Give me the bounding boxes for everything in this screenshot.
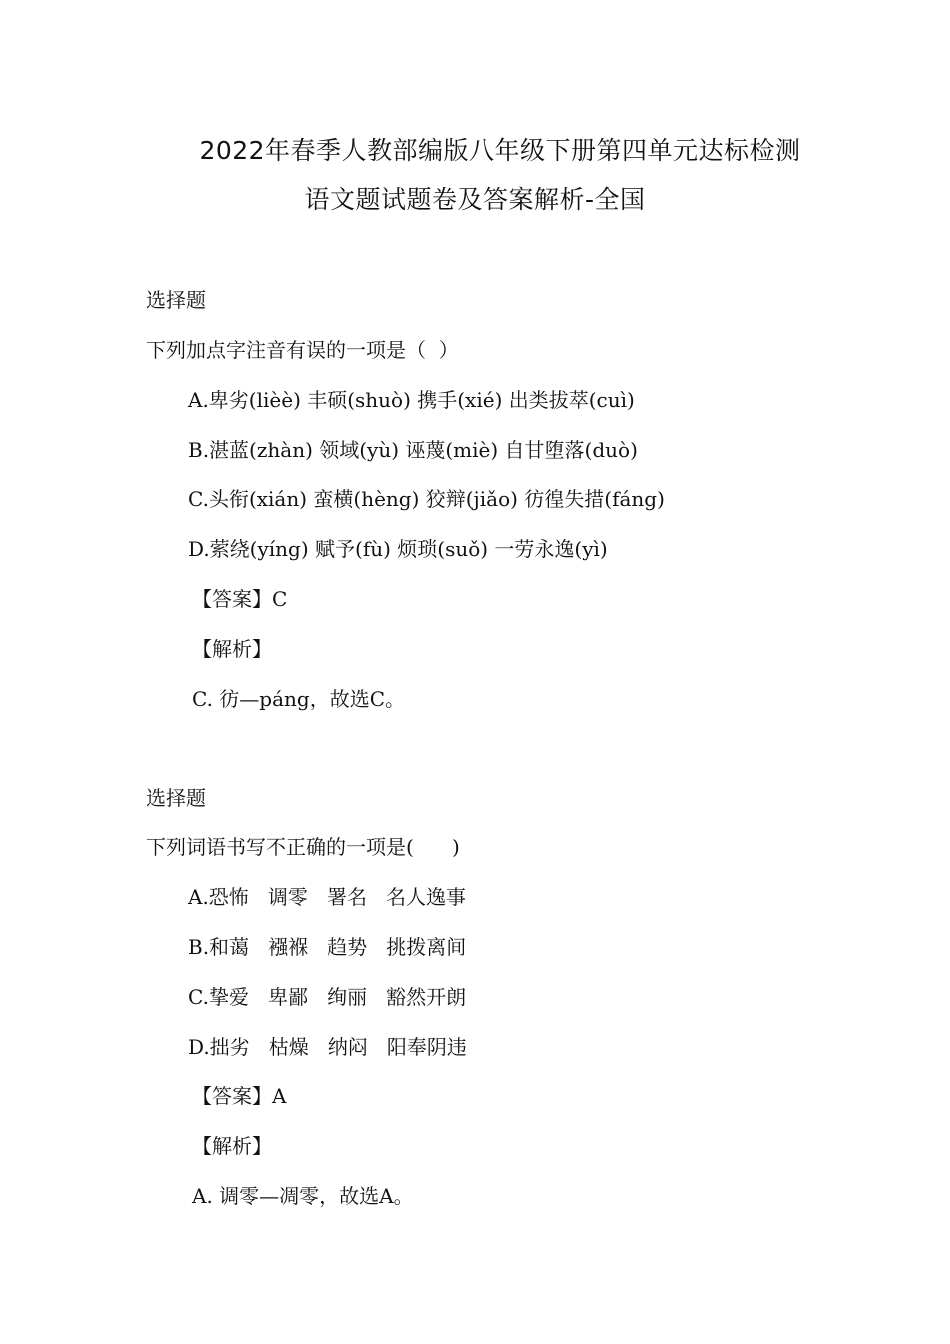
question-2-analysis: A. 调零—凋零，故选A。 xyxy=(192,1184,414,1208)
question-2-option-b: B.和蔼 襁褓 趋势 挑拨离间 xyxy=(188,935,467,959)
question-1-analysis: C. 彷—páng，故选C。 xyxy=(192,687,406,711)
question-2-stem: 下列词语书写不正确的一项是( ) xyxy=(146,835,460,859)
question-1-option-d: D.萦绕(yíng) 赋予(fù) 烦琐(suǒ) 一劳永逸(yì) xyxy=(188,537,608,561)
question-2-answer: 【答案】A xyxy=(192,1084,287,1108)
question-1-stem: 下列加点字注音有误的一项是（ ） xyxy=(146,338,459,362)
question-1-answer: 【答案】C xyxy=(192,587,288,611)
question-1-option-b: B.湛蓝(zhàn) 领域(yù) 诬蔑(miè) 自甘堕落(duò) xyxy=(188,438,638,462)
document-title-line-2: 语文题试题卷及答案解析-全国 xyxy=(304,185,646,214)
question-1-analysis-label: 【解析】 xyxy=(192,637,272,661)
question-2-type: 选择题 xyxy=(146,786,206,810)
question-2-option-d: D.拙劣 枯燥 纳闷 阳奉阴违 xyxy=(188,1035,467,1059)
question-1-option-c: C.头衔(xián) 蛮横(hèng) 狡辩(jiǎo) 彷徨失措(fáng) xyxy=(188,487,665,511)
question-1-option-a: A.卑劣(lièè) 丰硕(shuò) 携手(xié) 出类拔萃(cuì) xyxy=(188,388,635,412)
question-2-option-c: C.挚爱 卑鄙 绚丽 豁然开朗 xyxy=(188,985,467,1009)
question-1-type: 选择题 xyxy=(146,288,206,312)
question-2-option-a: A.恐怖 调零 署名 名人逸事 xyxy=(188,885,467,909)
document-title-line-1: 2022年春季人教部编版八年级下册第四单元达标检测 xyxy=(199,136,801,165)
question-2-analysis-label: 【解析】 xyxy=(192,1134,272,1158)
